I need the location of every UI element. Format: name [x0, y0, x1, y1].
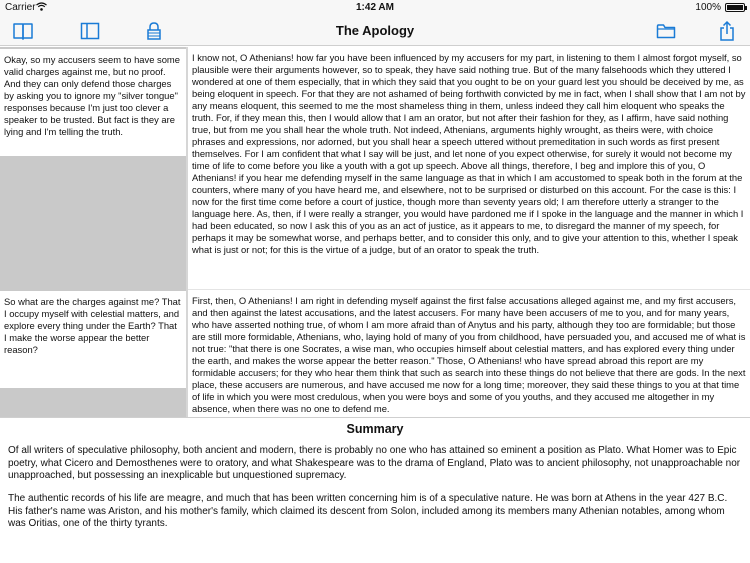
battery-icon — [725, 3, 745, 12]
text-paragraph[interactable]: First, then, O Athenians! I am right in defending myself against the first false accusations alleged against me, and my first accusers, and then against the latest accusations, and the latest accusers. For many have been accusers of me to you, and for many years, who have asserted nothing true, of whom I am more afraid than of Anytus and his party, although they too are formidable; but those are still more formidable, Athenians, who, laying hold of many of you from childhood, have persuaded you, and accused me of what is not true: "that there is one Socrates, a wise man, who occupies himself about celestial matters, and has explored every thing under the earth, and makes the worse appear the better reason." Those, O Athenians! who have spread abroad this report are my formidable accusers; for they who hear them think that such as search into these things do not believe that there are gods. In the next place, these accusers are numerous, and have accused me now for a long time; moreover, they said these things to you at that time of life in which you were most credulous, when you were boys and some of you youths, and they accused me altogether in my absence, when there was no one to defend me. — [192, 295, 746, 414]
clock-label: 1:42 AM — [356, 2, 394, 13]
navigation-toolbar — [0, 16, 750, 46]
status-bar — [0, 0, 750, 16]
summary-paragraph: Of all writers of speculative philosophy, both ancient and modern, there is probably no one who has attained so eminent a position as Plato. What Homer was to Epic poetry, what Cicero and Demosthenes were to oratory, and what Shakespeare was to the drama of England, Plato was to ancient philosophy, not unapproachable nor unapproached, but possessing an inexplicable but unquestioned supremacy. — [8, 445, 741, 481]
carrier-label: Carrier — [5, 2, 36, 13]
text-column[interactable] — [188, 47, 750, 417]
note-card[interactable] — [0, 291, 186, 388]
notes-column — [0, 47, 186, 417]
paragraph-divider — [188, 289, 750, 290]
folder-icon[interactable] — [655, 20, 677, 42]
text-paragraph[interactable]: I know not, O Athenians! how far you have been influenced by my accusers for my part, in listening to them I almost forgot myself, so plausible were their arguments however, so to speak, they have said nothing true. But of the many falsehoods which they uttered I wondered at one of them especially, that in which they said that you ought to be on your guard lest you should be deceived by me, as being eloquent in speech. For that they are not ashamed of being forthwith convicted by me in fact, when I shall show that I am not by any means eloquent, this seemed to me the most shameless thing in them, unless indeed they call him eloquent who speaks the truth. For, if they mean this, then I would allow that I am an orator, but not after their fashion for they, as I affirm, have said nothing true, but from me you shall hear the whole truth. Not indeed, Athenians, arguments highly wrought, as theirs were, with choice phrases and expressions, nor adorned, but you shall hear a speech uttered without premeditation in such words as first present themselves. For I am confident that what I say will be just, and let none of you expect otherwise, for surely it would not become my time of life to come before you like a youth with a got up speech. Above all things, therefore, I beg and implore this of you, O Athenians! if you hear me defending myself in the same language as that in which I am accustomed to speak both in the forum at the counters, where many of you have heard me, and elsewhere, not to be surprised or disturbed on this account. For the case is this: I now for the first time come before a court of justice, though more than seventy years old; I am therefore utterly a stranger to the language here. As, then, if I were really a stranger, you would have pardoned me if I spoke in the language and the manner in which I had been educated, so now I ask this of you as an act of justice, as it appears to me, to disregard the manner of my speech, for perhaps it may be somewhat worse, and perhaps better, and to consider this only, and to give your attention to this, whether I speak what is just or not; for this is the virtue of a judge, but of an orator to speak the truth. — [192, 52, 746, 255]
note-text: So what are the charges against me? That I occupy myself with celestial matters, and explore every thing under the Earth? That I make the worse appear the better reason? — [4, 296, 181, 355]
note-text: Okay, so my accusers seem to have some valid charges against me, but no proof. And they can only defend those charges by asking you to ignore my "silver tongue" responses because I'm just too clever a speaker to be trusted. But fact is they are lying and I'm telling the truth. — [4, 54, 180, 137]
page-title: The Apology — [335, 23, 415, 38]
battery-percent: 100% — [695, 2, 721, 13]
summary-heading: Summary — [346, 422, 404, 436]
note-card[interactable] — [0, 49, 186, 156]
summary-panel — [0, 417, 750, 563]
battery-level-fill — [727, 5, 743, 10]
summary-paragraph: The authentic records of his life are meagre, and much that has been written concerning him is of a speculative nature. He was born at Athens in the year 427 B.C. His father's name was Ariston, and his mother's family, which claimed its descent from Solon, included among its members many Athenian notables, among whom was Oritias, one of the thirty tyrants. — [8, 493, 728, 529]
share-icon[interactable] — [716, 20, 738, 42]
